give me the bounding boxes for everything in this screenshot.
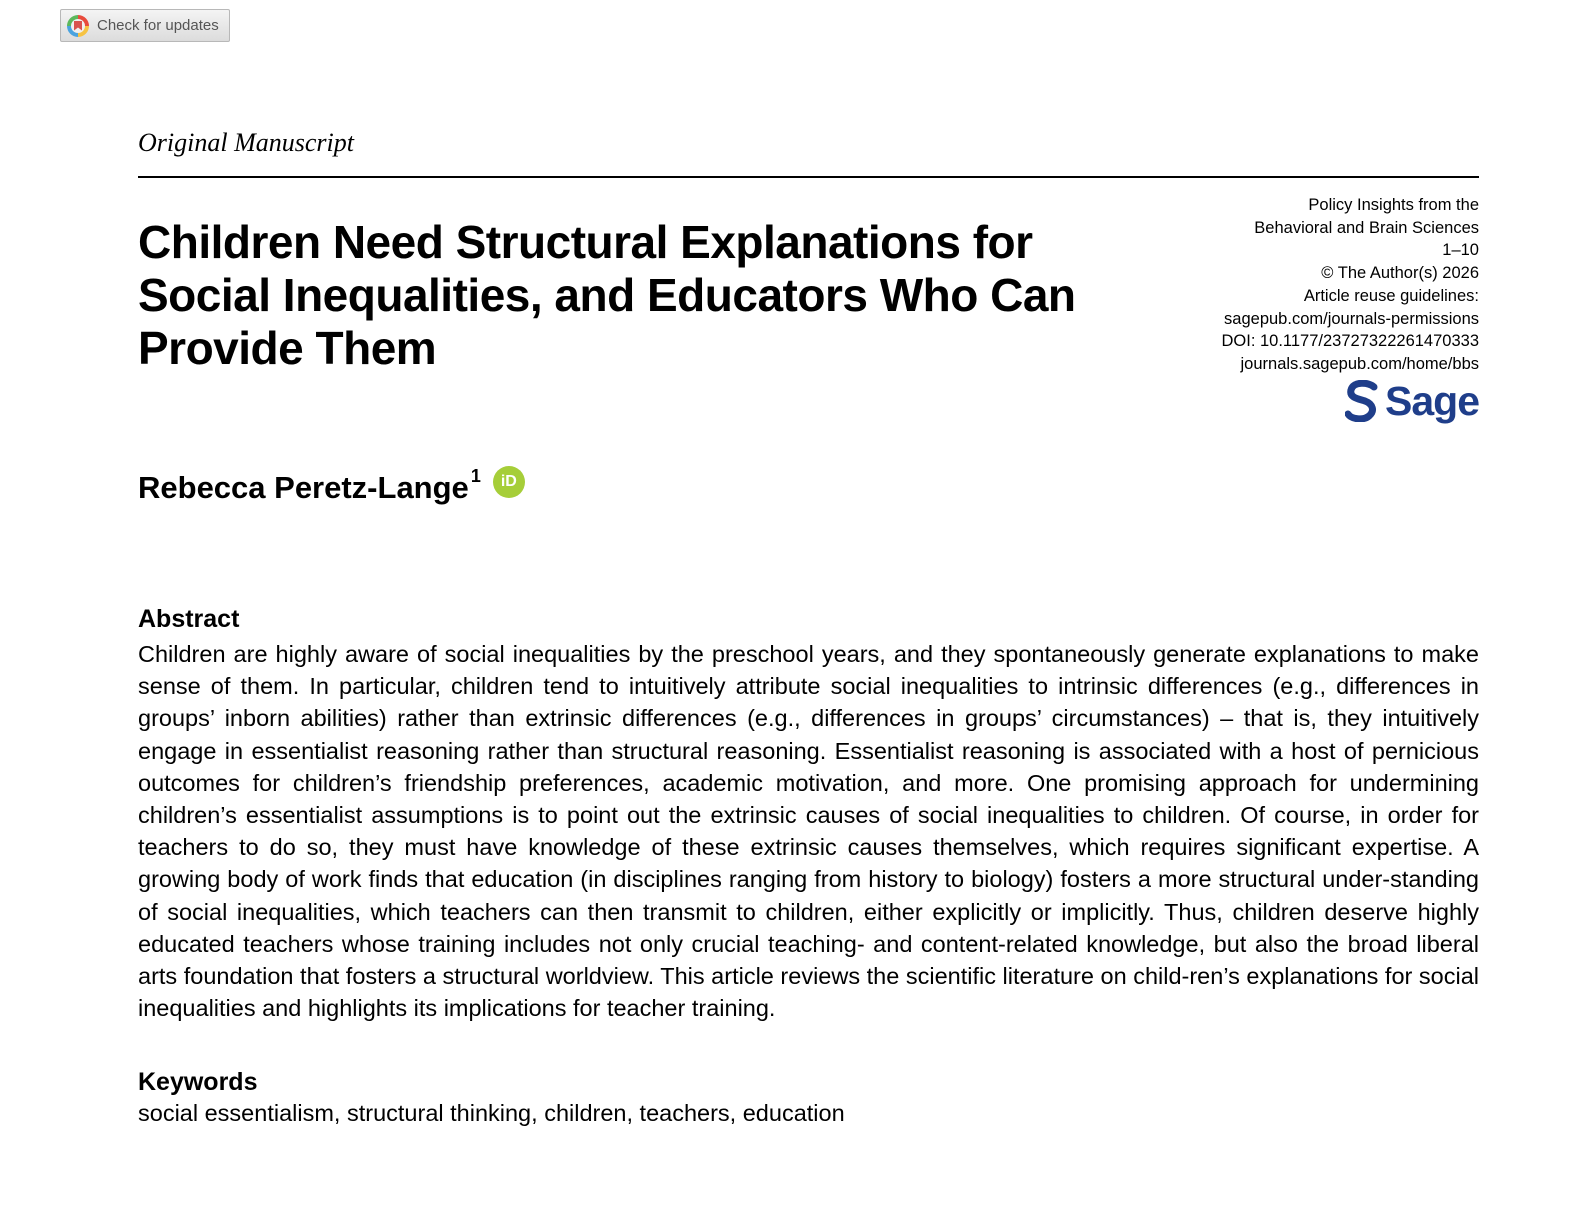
header-rule: [138, 176, 1479, 178]
journal-homepage-link[interactable]: journals.sagepub.com/home/bbs: [1240, 354, 1479, 373]
abstract-heading: Abstract: [138, 605, 240, 633]
sage-s-icon: [1345, 380, 1379, 422]
journal-info-line: 1–10: [1442, 241, 1479, 260]
author-line: [138, 466, 525, 506]
permissions-link[interactable]: sagepub.com/journals-permissions: [1224, 309, 1479, 328]
orcid-icon[interactable]: iD: [493, 466, 525, 498]
affiliation-mark: 1: [470, 466, 481, 486]
doi-link[interactable]: DOI: 10.1177/23727322261470333: [1221, 332, 1479, 351]
journal-info-line: Policy Insights from the: [1308, 196, 1479, 214]
author-name: Rebecca Peretz-Lange: [138, 470, 469, 505]
sage-wordmark: Sage: [1385, 378, 1479, 424]
sage-logo: [1345, 380, 1479, 422]
journal-info-line: Article reuse guidelines:: [1303, 286, 1479, 305]
keywords-heading: Keywords: [138, 1068, 258, 1096]
journal-info: [1059, 194, 1479, 376]
keywords-text: social essentialism, structural thinking, children, teachers, education: [138, 1100, 845, 1126]
check-for-updates-button[interactable]: [60, 9, 230, 42]
journal-info-line: Behavioral and Brain Sciences: [1254, 218, 1479, 237]
check-for-updates-label: Check for updates: [97, 17, 219, 34]
abstract-text: Children are highly aware of social inequalities by the preschool years, and they spontaneously generate explanations to make sense of them. In particular, children tend to intuitively attribute social inequalities to intrinsic differences (e.g., differences in groups’ inborn abilities) rather than extrinsic differences (e.g., differences in groups’ circumstances) – that is, they intuitively engage in essentialist reasoning rather than structural reasoning. Essentialist reasoning is associated with a host of pernicious outcomes for children’s friendship preferences, academic motivation, and more. One promising approach for undermining children’s essentialist assumptions is to point out the extrinsic causes of social inequalities to children. Of course, in order for teachers to do so, they must have knowledge of these extrinsic causes themselves, which requires significant expertise. A growing body of work finds that education (in disciplines ranging from history to biology) fosters a more structural under-standing of social inequalities, which teachers can then transmit to children, either explicitly or implicitly. Thus, children deserve highly educated teachers whose training includes not only crucial teaching- and content-related knowledge, but also the broad liberal arts foundation that fosters a structural worldview. This article reviews the scientific literature on child-ren’s explanations for social inequalities and highlights its implications for teacher training.: [138, 641, 1479, 1022]
journal-info-line: © The Author(s) 2026: [1321, 264, 1479, 283]
crossmark-icon: [67, 15, 89, 37]
article-title: Children Need Structural Explanations for Social Inequalities, and Educators Who Can Provide Them: [138, 216, 1076, 374]
article-type: Original Manuscript: [138, 128, 354, 157]
